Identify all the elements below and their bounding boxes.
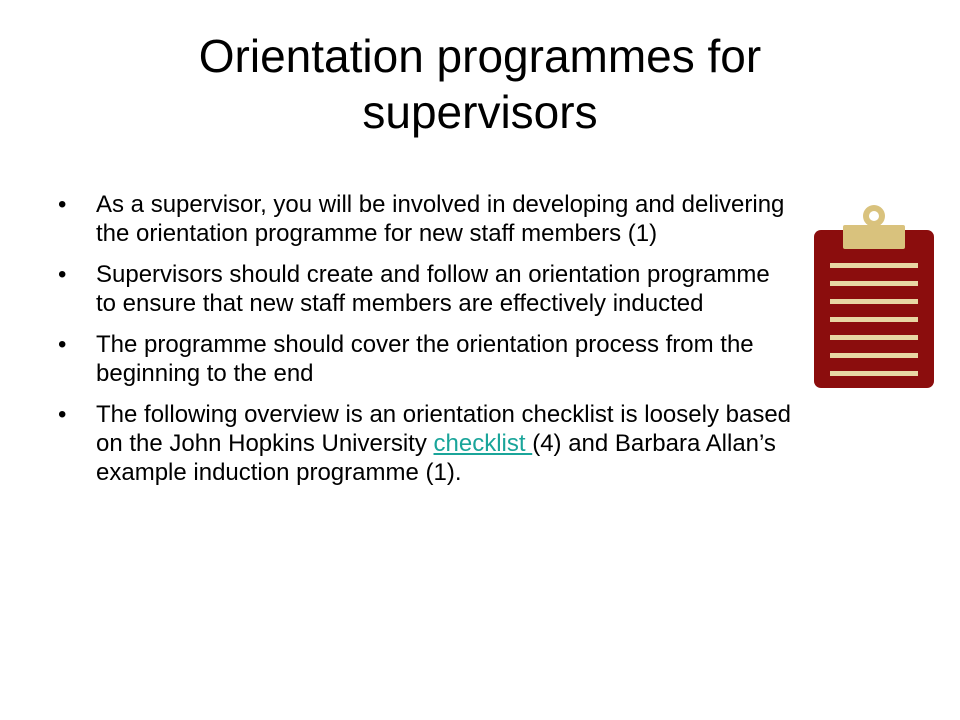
checklist-link[interactable]: checklist bbox=[433, 430, 533, 457]
bullet-item-1 bbox=[58, 190, 793, 248]
bullet-item-2 bbox=[58, 260, 793, 318]
bullet-marker: • bbox=[58, 401, 67, 428]
clipboard-board bbox=[814, 230, 934, 388]
clipboard-line bbox=[830, 281, 918, 286]
clipboard-icon bbox=[812, 200, 936, 390]
clipboard-ring-hole bbox=[869, 211, 879, 221]
clipboard-line bbox=[830, 317, 918, 322]
clipboard-line bbox=[830, 371, 918, 376]
clipboard-line bbox=[830, 353, 918, 358]
clipboard-line bbox=[830, 263, 918, 268]
bullet-item-4 bbox=[58, 400, 793, 487]
bullet-text: As a supervisor, you will be involved in developing and delivering the orientation programme for new staff members (1) bbox=[96, 191, 785, 247]
clipboard-line bbox=[830, 299, 918, 304]
bullet-marker: • bbox=[58, 191, 67, 218]
bullet-text-after-link: (4) and Barbara Allan’s example induction programme (1). bbox=[96, 430, 776, 486]
clipboard-line bbox=[830, 335, 918, 340]
bullet-text: Supervisors should create and follow an orientation programme to ensure that new staff members are effectively inducted bbox=[96, 261, 770, 317]
bullet-marker: • bbox=[58, 261, 67, 288]
clipboard-clip bbox=[843, 225, 905, 249]
bullet-text-before-link: The following overview is an orientation checklist is loosely based on the John Hopkins University bbox=[96, 401, 792, 457]
bullet-marker: • bbox=[58, 331, 67, 358]
bullet-text: The programme should cover the orientation process from the beginning to the end bbox=[96, 331, 754, 387]
slide-title: Orientation programmes for supervisors bbox=[198, 30, 762, 138]
bullet-list bbox=[58, 190, 793, 499]
bullet-item-3 bbox=[58, 330, 793, 388]
